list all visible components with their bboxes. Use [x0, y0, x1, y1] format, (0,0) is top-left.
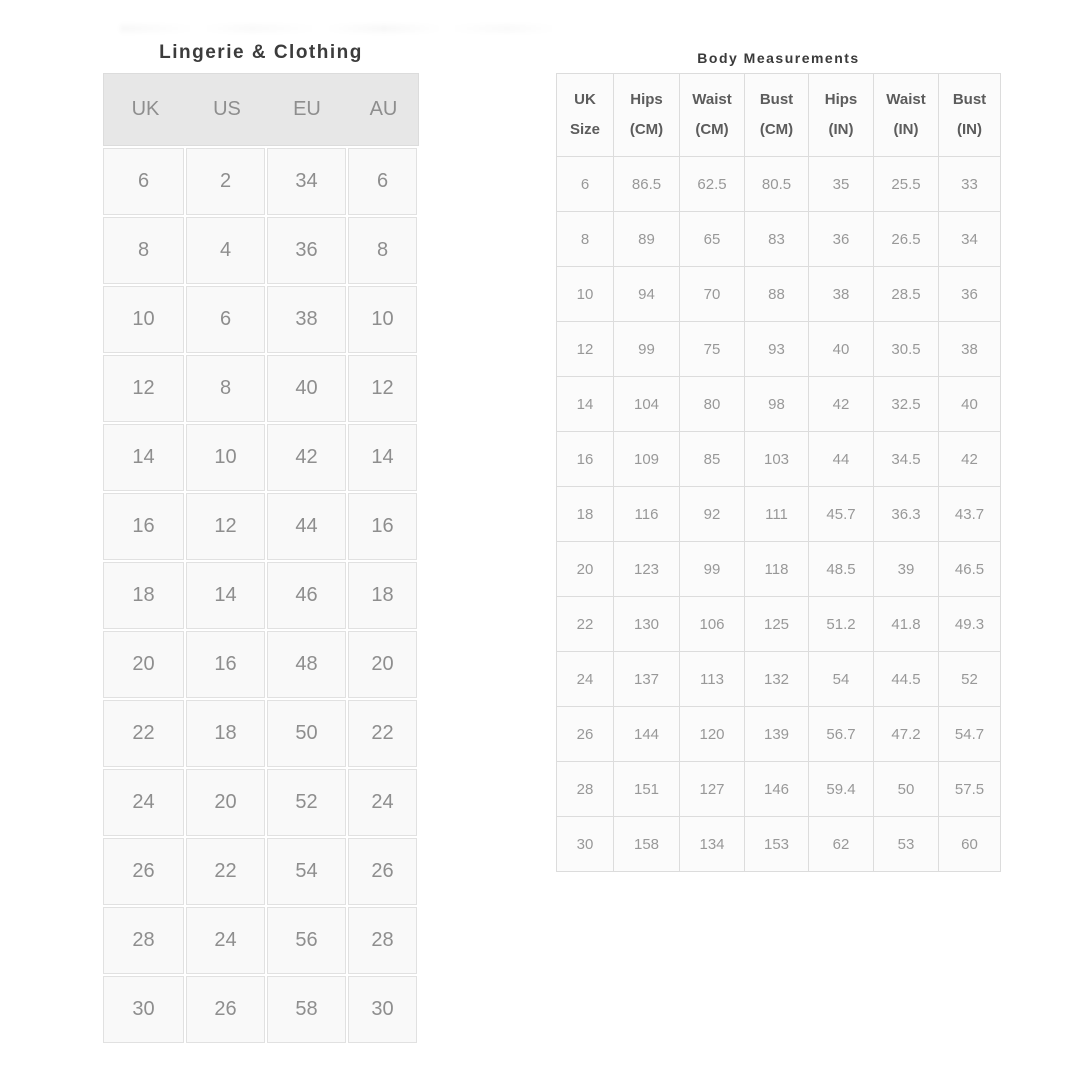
table-cell: 4	[186, 217, 265, 284]
table-cell: 36.3	[874, 487, 939, 542]
table-cell: 36	[939, 267, 1001, 322]
table-cell: 24	[103, 769, 184, 836]
table-row	[557, 817, 1001, 872]
table-cell: 56.7	[809, 707, 874, 762]
column-header-unit: (IN)	[828, 121, 854, 138]
table-cell: 34.5	[874, 432, 939, 487]
table-cell: 25.5	[874, 157, 939, 212]
table-cell: 20	[103, 631, 184, 698]
column-header-unit: (IN)	[893, 121, 919, 138]
table-cell: 22	[103, 700, 184, 767]
table-row	[103, 562, 419, 629]
table-cell: 2	[186, 148, 265, 215]
table-cell: 12	[348, 355, 417, 422]
table-cell: 116	[614, 487, 680, 542]
table-cell: 22	[348, 700, 417, 767]
table-cell: 56	[267, 907, 346, 974]
left-col-header-us: US	[213, 98, 241, 120]
table-cell: 26	[103, 838, 184, 905]
table-cell: 151	[614, 762, 680, 817]
table-cell: 111	[745, 487, 809, 542]
table-cell: 65	[680, 212, 745, 267]
table-row	[557, 157, 1001, 212]
table-cell: 93	[745, 322, 809, 377]
table-cell: 26	[557, 707, 614, 762]
table-cell: 99	[614, 322, 680, 377]
table-cell: 50	[267, 700, 346, 767]
table-cell: 153	[745, 817, 809, 872]
table-cell: 12	[103, 355, 184, 422]
table-row	[557, 542, 1001, 597]
table-cell: 123	[614, 542, 680, 597]
column-header-label: Hips	[824, 91, 858, 108]
left-col-header-eu: EU	[293, 98, 321, 120]
table-cell: 52	[267, 769, 346, 836]
table-cell: 51.2	[809, 597, 874, 652]
table-cell: 49.3	[939, 597, 1001, 652]
table-cell: 36	[267, 217, 346, 284]
table-cell: 20	[348, 631, 417, 698]
left-table-header-row	[103, 73, 419, 146]
table-cell: 30	[348, 976, 417, 1043]
column-header-label: Bust	[952, 91, 987, 108]
right-col-header-waist-in	[874, 74, 939, 157]
table-row	[103, 493, 419, 560]
table-cell: 80	[680, 377, 745, 432]
column-header-label: Waist	[692, 91, 732, 108]
table-row	[557, 267, 1001, 322]
table-cell: 16	[348, 493, 417, 560]
table-cell: 98	[745, 377, 809, 432]
table-cell: 44	[267, 493, 346, 560]
table-cell: 40	[809, 322, 874, 377]
table-cell: 8	[348, 217, 417, 284]
table-cell: 24	[557, 652, 614, 707]
table-cell: 24	[348, 769, 417, 836]
table-cell: 54	[809, 652, 874, 707]
right-col-header-bust-in	[939, 74, 1001, 157]
column-header-label: Hips	[630, 91, 663, 108]
table-cell: 103	[745, 432, 809, 487]
table-cell: 53	[874, 817, 939, 872]
column-header-unit: (CM)	[759, 121, 794, 138]
table-cell: 10	[557, 267, 614, 322]
left-col-header-uk: UK	[131, 98, 160, 120]
table-cell: 40	[267, 355, 346, 422]
table-cell: 28	[557, 762, 614, 817]
table-cell: 42	[809, 377, 874, 432]
table-cell: 6	[186, 286, 265, 353]
table-cell: 8	[186, 355, 265, 422]
table-cell: 120	[680, 707, 745, 762]
table-cell: 59.4	[809, 762, 874, 817]
table-cell: 6	[103, 148, 184, 215]
table-cell: 50	[874, 762, 939, 817]
table-cell: 104	[614, 377, 680, 432]
right-table-body	[557, 157, 1001, 872]
table-cell: 38	[809, 267, 874, 322]
table-row	[557, 322, 1001, 377]
table-cell: 30	[557, 817, 614, 872]
left-table-title: Lingerie & Clothing	[159, 42, 363, 63]
table-cell: 46	[267, 562, 346, 629]
column-header-label: Bust	[759, 91, 794, 108]
table-cell: 60	[939, 817, 1001, 872]
table-cell: 16	[557, 432, 614, 487]
table-row	[557, 707, 1001, 762]
table-row	[103, 907, 419, 974]
right-col-header-hips-in	[809, 74, 874, 157]
table-cell: 18	[186, 700, 265, 767]
table-cell: 22	[557, 597, 614, 652]
table-cell: 12	[186, 493, 265, 560]
table-cell: 54.7	[939, 707, 1001, 762]
table-row	[557, 762, 1001, 817]
table-cell: 92	[680, 487, 745, 542]
table-row	[103, 769, 419, 836]
table-cell: 10	[348, 286, 417, 353]
column-header-unit: Size	[569, 121, 600, 138]
table-cell: 28.5	[874, 267, 939, 322]
table-cell: 36	[809, 212, 874, 267]
body-measurements-panel	[556, 50, 1001, 872]
table-row	[103, 976, 419, 1043]
table-cell: 14	[557, 377, 614, 432]
table-cell: 139	[745, 707, 809, 762]
table-cell: 33	[939, 157, 1001, 212]
table-cell: 26	[348, 838, 417, 905]
table-cell: 14	[186, 562, 265, 629]
table-cell: 58	[267, 976, 346, 1043]
table-cell: 6	[348, 148, 417, 215]
table-cell: 18	[557, 487, 614, 542]
table-cell: 85	[680, 432, 745, 487]
table-cell: 41.8	[874, 597, 939, 652]
table-row	[557, 487, 1001, 542]
table-cell: 88	[745, 267, 809, 322]
table-cell: 20	[186, 769, 265, 836]
table-cell: 10	[186, 424, 265, 491]
table-cell: 86.5	[614, 157, 680, 212]
table-cell: 18	[348, 562, 417, 629]
table-cell: 18	[103, 562, 184, 629]
table-row	[103, 286, 419, 353]
table-cell: 127	[680, 762, 745, 817]
right-table-header-row	[557, 74, 1001, 157]
table-cell: 94	[614, 267, 680, 322]
column-header-unit: (IN)	[957, 121, 982, 138]
table-cell: 20	[557, 542, 614, 597]
left-col-header-au: AU	[369, 98, 398, 120]
column-header-unit: (CM)	[629, 121, 664, 138]
table-cell: 6	[557, 157, 614, 212]
table-cell: 14	[103, 424, 184, 491]
table-row	[103, 631, 419, 698]
table-cell: 10	[103, 286, 184, 353]
table-cell: 54	[267, 838, 346, 905]
table-row	[557, 652, 1001, 707]
table-cell: 22	[186, 838, 265, 905]
table-cell: 137	[614, 652, 680, 707]
table-cell: 144	[614, 707, 680, 762]
table-cell: 34	[939, 212, 1001, 267]
table-cell: 8	[557, 212, 614, 267]
table-cell: 8	[103, 217, 184, 284]
table-cell: 39	[874, 542, 939, 597]
table-cell: 28	[103, 907, 184, 974]
table-cell: 26	[186, 976, 265, 1043]
right-col-header-uk-size	[557, 74, 614, 157]
table-row	[103, 355, 419, 422]
table-row	[103, 217, 419, 284]
table-cell: 43.7	[939, 487, 1001, 542]
table-cell: 35	[809, 157, 874, 212]
table-cell: 42	[267, 424, 346, 491]
table-cell: 24	[186, 907, 265, 974]
table-cell: 99	[680, 542, 745, 597]
table-cell: 52	[939, 652, 1001, 707]
left-table-body	[103, 148, 419, 1043]
table-row	[557, 432, 1001, 487]
table-cell: 158	[614, 817, 680, 872]
cropped-text-artifact	[120, 24, 560, 33]
table-cell: 16	[186, 631, 265, 698]
table-cell: 14	[348, 424, 417, 491]
table-cell: 48	[267, 631, 346, 698]
table-cell: 46.5	[939, 542, 1001, 597]
table-cell: 130	[614, 597, 680, 652]
lingerie-clothing-panel	[103, 42, 419, 1043]
table-cell: 34	[267, 148, 346, 215]
table-cell: 62	[809, 817, 874, 872]
column-header-unit: (CM)	[695, 121, 729, 138]
table-cell: 40	[939, 377, 1001, 432]
table-row	[103, 838, 419, 905]
table-row	[557, 212, 1001, 267]
table-cell: 57.5	[939, 762, 1001, 817]
table-cell: 16	[103, 493, 184, 560]
table-cell: 62.5	[680, 157, 745, 212]
table-cell: 134	[680, 817, 745, 872]
table-cell: 106	[680, 597, 745, 652]
table-cell: 44.5	[874, 652, 939, 707]
table-cell: 80.5	[745, 157, 809, 212]
table-cell: 83	[745, 212, 809, 267]
table-cell: 38	[939, 322, 1001, 377]
table-cell: 45.7	[809, 487, 874, 542]
table-row	[557, 377, 1001, 432]
table-row	[103, 148, 419, 215]
table-row	[557, 597, 1001, 652]
right-col-header-waist-cm	[680, 74, 745, 157]
table-cell: 28	[348, 907, 417, 974]
table-cell: 70	[680, 267, 745, 322]
table-cell: 30	[103, 976, 184, 1043]
table-cell: 44	[809, 432, 874, 487]
right-col-header-hips-cm	[614, 74, 680, 157]
table-cell: 132	[745, 652, 809, 707]
table-cell: 30.5	[874, 322, 939, 377]
table-cell: 125	[745, 597, 809, 652]
right-col-header-bust-cm	[745, 74, 809, 157]
table-cell: 32.5	[874, 377, 939, 432]
column-header-label: UK	[574, 91, 596, 108]
table-row	[103, 424, 419, 491]
table-row	[103, 700, 419, 767]
table-cell: 89	[614, 212, 680, 267]
column-header-label: Waist	[886, 91, 926, 108]
table-cell: 146	[745, 762, 809, 817]
table-cell: 75	[680, 322, 745, 377]
table-cell: 38	[267, 286, 346, 353]
table-cell: 26.5	[874, 212, 939, 267]
table-cell: 12	[557, 322, 614, 377]
body-measurements-table	[556, 73, 1001, 872]
table-cell: 109	[614, 432, 680, 487]
right-table-title: Body Measurements	[697, 50, 860, 66]
table-cell: 48.5	[809, 542, 874, 597]
table-cell: 113	[680, 652, 745, 707]
table-cell: 47.2	[874, 707, 939, 762]
table-cell: 42	[939, 432, 1001, 487]
table-cell: 118	[745, 542, 809, 597]
